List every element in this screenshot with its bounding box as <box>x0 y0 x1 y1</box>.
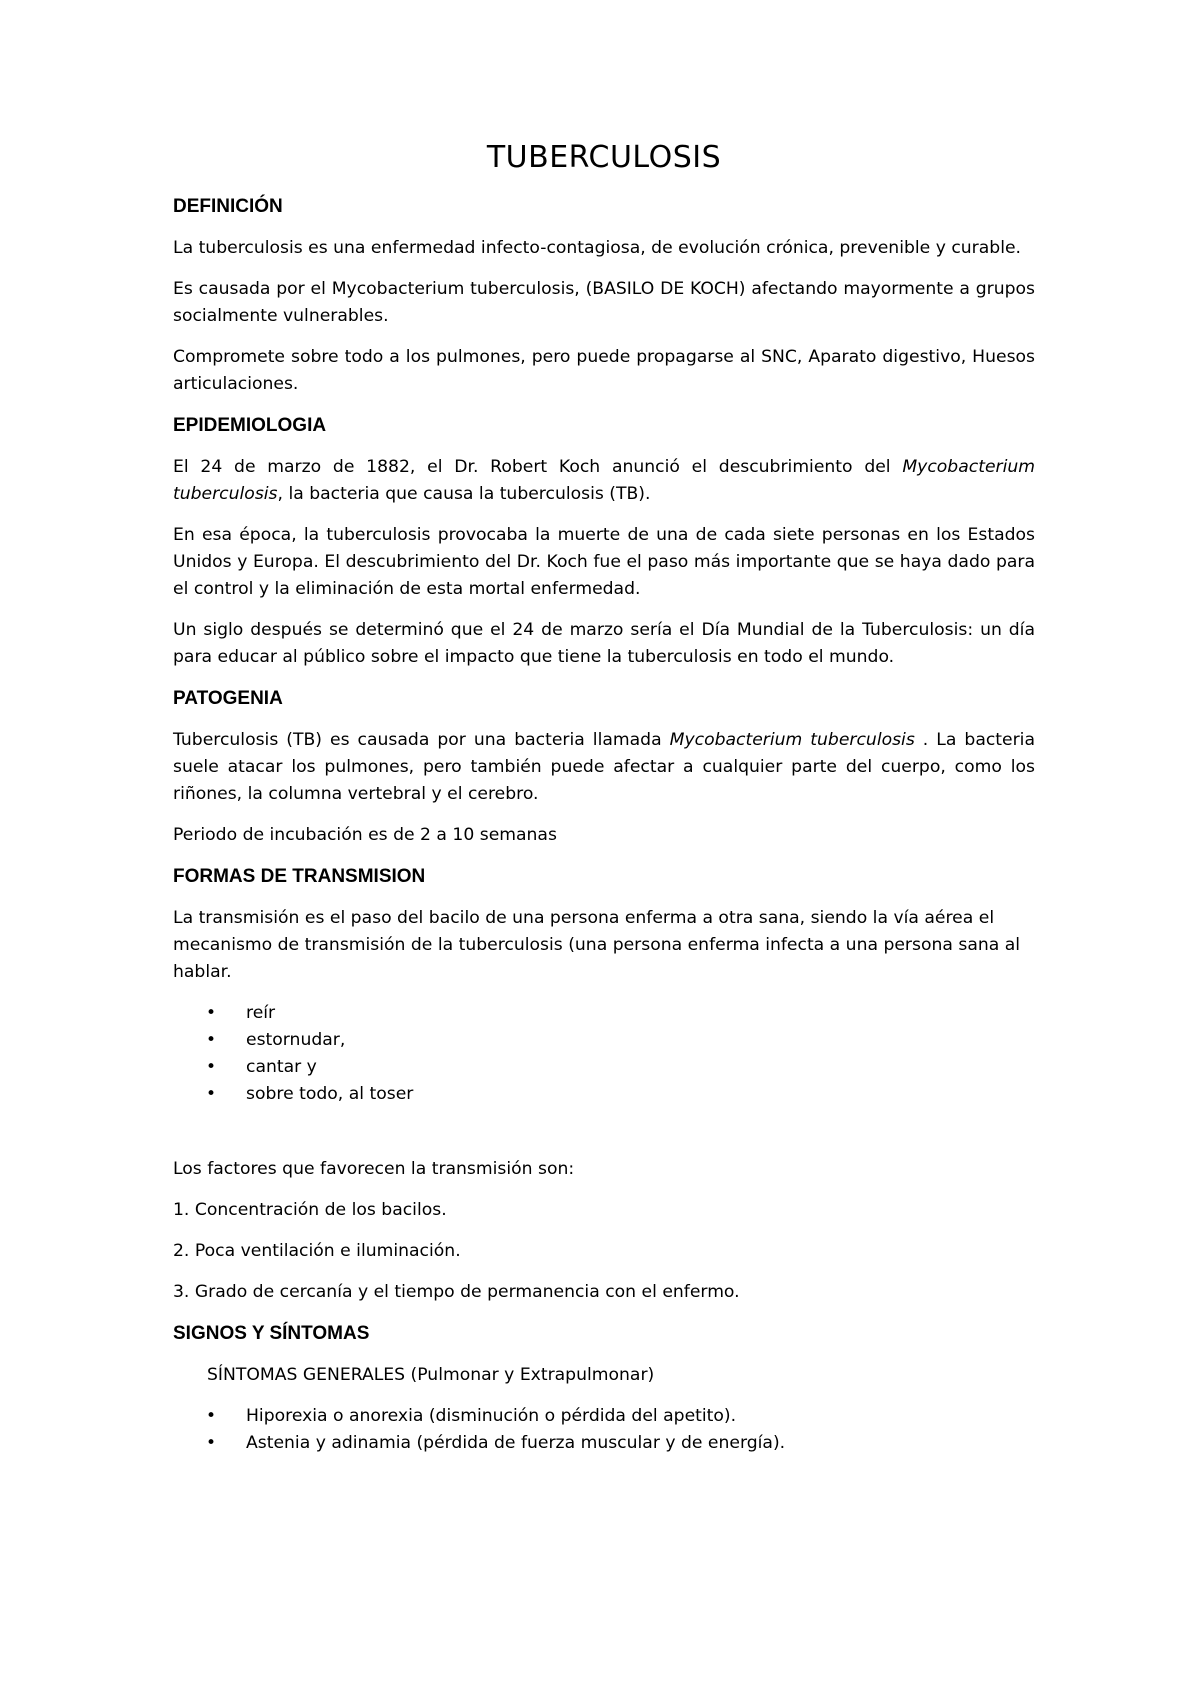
patogenia-p1-italic: Mycobacterium tuberculosis <box>669 730 915 750</box>
list-item <box>173 1430 1035 1457</box>
definicion-paragraph-1: La tuberculosis es una enfermedad infecto-contagiosa, de evolución crónica, prevenible y curable. <box>173 238 1022 258</box>
factor-1: 1. Concentración de los bacilos. <box>173 1200 447 1220</box>
heading-transmision: FORMAS DE TRANSMISION <box>173 866 426 887</box>
bullet-icon: • <box>206 1057 217 1077</box>
list-item-text: Astenia y adinamia (pérdida de fuerza muscular y de energía). <box>246 1433 786 1453</box>
bullet-icon: • <box>206 1003 217 1023</box>
patogenia-paragraph-2: Periodo de incubación es de 2 a 10 semanas <box>173 825 557 845</box>
epidemiologia-p1-text-b: , la bacteria que causa la tuberculosis (TB). <box>277 484 651 504</box>
factor-3: 3. Grado de cercanía y el tiempo de permanencia con el enfermo. <box>173 1282 740 1302</box>
definicion-paragraph-3: Compromete sobre todo a los pulmones, pero puede propagarse al SNC, Aparato digestivo, Huesos articulaciones. <box>173 347 1035 394</box>
list-item-text: estornudar, <box>246 1030 346 1050</box>
sintomas-generales-subheading: SÍNTOMAS GENERALES (Pulmonar y Extrapulmonar) <box>207 1365 655 1385</box>
factores-intro: Los factores que favorecen la transmisión son: <box>173 1159 575 1179</box>
heading-patogenia: PATOGENIA <box>173 688 283 709</box>
list-item-text: reír <box>246 1003 276 1023</box>
list-item <box>173 1027 1035 1054</box>
patogenia-p1-text-b: . La bacteria suele atacar los pulmones, pero también puede afectar a cualquier parte del cuerpo, como los riñones, la columna vertebral y el cerebro. <box>173 730 1035 804</box>
document-title: TUBERCULOSIS <box>486 140 722 175</box>
epidemiologia-p1-text-a: El 24 de marzo de 1882, el Dr. Robert Koch anunció el descubrimiento del <box>173 457 903 477</box>
bullet-icon: • <box>206 1030 217 1050</box>
patogenia-paragraph-1 <box>173 727 1035 808</box>
definicion-paragraph-2: Es causada por el Mycobacterium tuberculosis, (BASILO DE KOCH) afectando mayormente a grupos socialmente vulnerables. <box>173 279 1035 326</box>
list-item <box>173 1081 1035 1108</box>
factor-2: 2. Poca ventilación e iluminación. <box>173 1241 461 1261</box>
epidemiologia-p1-italic: Mycobacterium tuberculosis <box>173 457 1035 504</box>
epidemiologia-paragraph-1 <box>173 454 1035 508</box>
bullet-icon: • <box>206 1084 217 1104</box>
heading-signos-sintomas: SIGNOS Y SÍNTOMAS <box>173 1323 370 1344</box>
patogenia-p1-text-a: Tuberculosis (TB) es causada por una bacteria llamada <box>173 730 670 750</box>
list-item-text: sobre todo, al toser <box>246 1084 414 1104</box>
heading-definicion: DEFINICIÓN <box>173 196 283 217</box>
epidemiologia-paragraph-2: En esa época, la tuberculosis provocaba la muerte de una de cada siete personas en los Estados Unidos y Europa. El descubrimiento del Dr. Koch fue el paso más importante que se haya dado para el control y la eliminación de esta mortal enfermedad. <box>173 525 1035 599</box>
list-item <box>173 1403 1035 1430</box>
transmision-paragraph-1: La transmisión es el paso del bacilo de una persona enferma a otra sana, siendo la vía aérea el mecanismo de transmisión de la tuberculosis (una persona enferma infecta a una persona sana al hablar. <box>173 908 1021 982</box>
sintomas-bullet-list <box>173 1403 1035 1457</box>
bullet-icon: • <box>206 1406 217 1426</box>
list-item-text: Hiporexia o anorexia (disminución o pérdida del apetito). <box>246 1406 737 1426</box>
list-item-text: cantar y <box>246 1057 317 1077</box>
transmision-bullet-list <box>173 1000 1035 1108</box>
document-page <box>173 140 1035 1471</box>
heading-epidemiologia: EPIDEMIOLOGIA <box>173 415 327 436</box>
blank-line <box>173 1122 1035 1156</box>
list-item <box>173 1000 1035 1027</box>
list-item <box>173 1054 1035 1081</box>
epidemiologia-paragraph-3: Un siglo después se determinó que el 24 de marzo sería el Día Mundial de la Tuberculosis: un día para educar al público sobre el impacto que tiene la tuberculosis en todo el mundo. <box>173 620 1035 667</box>
bullet-icon: • <box>206 1433 217 1453</box>
